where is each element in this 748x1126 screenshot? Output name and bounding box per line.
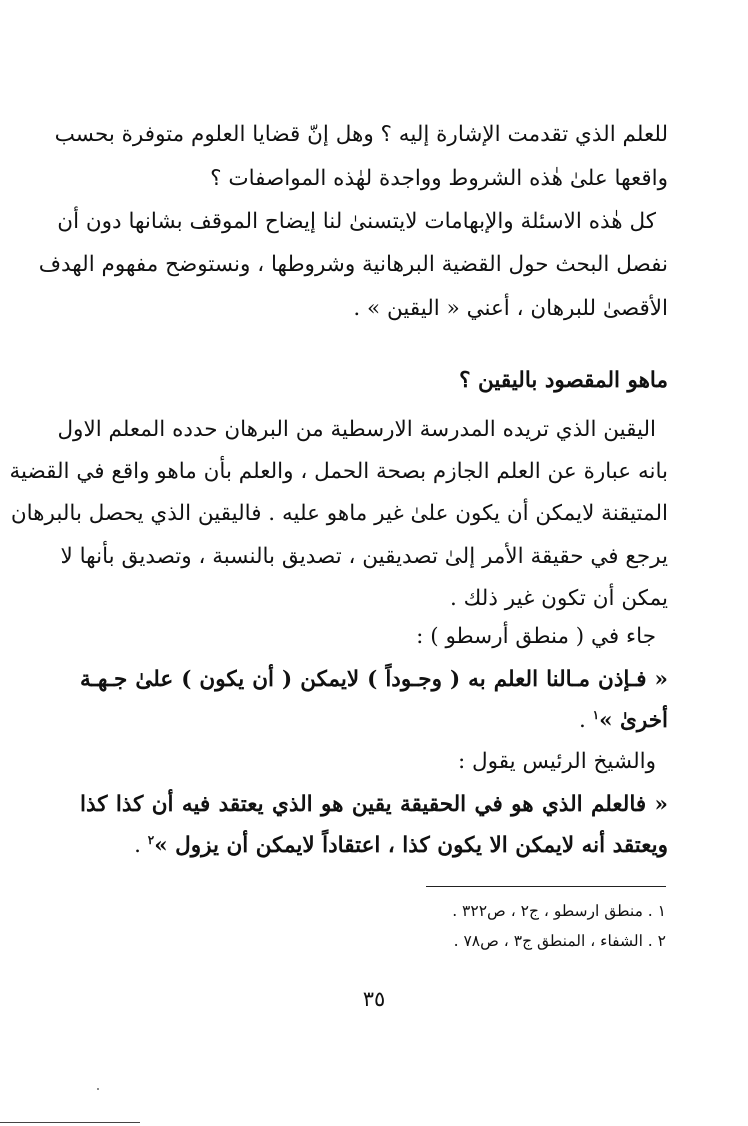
paragraph2-line3: الأقصىٰ للبرهان ، أعني « اليقين » .: [353, 296, 668, 321]
quote2-line2: [80, 829, 668, 863]
paragraph3-line3: المتيقنة لايمكن أن يكون علىٰ غير ماهو عليه . فاليقين الذي يحصل بالبرهان: [10, 501, 668, 526]
paragraph3-line1: اليقين الذي تريده المدرسة الارسطية من البرهان حدده المعلم الاول: [57, 417, 656, 442]
section-heading: ماهو المقصود باليقين ؟: [459, 368, 668, 393]
scan-edge-line: [0, 1122, 140, 1123]
quote1-period: .: [578, 708, 593, 733]
quote1-line1: « فـإذن مـالنا العلم به ( وجـوداً ) لايمكن ( أن يكون ) علىٰ جـهـة: [80, 667, 668, 692]
paragraph1-line1: للعلم الذي تقدمت الإشارة إليه ؟ وهل إنّ قضايا العلوم متوفرة بحسب: [54, 122, 668, 147]
quote1-intro: جاء في ( منطق أرسطو ) :: [416, 624, 656, 649]
footnote-ref-2: ٢: [147, 832, 155, 847]
paragraph3-line4: يرجع في حقيقة الأمر إلىٰ تصديقين ، تصديق بالنسبة ، وتصديق بأنها لا: [60, 544, 668, 569]
footnote-divider: [426, 886, 666, 887]
paragraph1-line2: واقعها علىٰ هٰذه الشروط وواجدة لهٰذه المواصفات ؟: [210, 166, 668, 191]
quote1-line2: [80, 704, 668, 738]
paragraph3-line2: بانه عبارة عن العلم الجازم بصحة الحمل ، والعلم بأن ماهو واقع في القضية: [9, 459, 668, 484]
footnote-1: ١ . منطق ارسطو ، ج٢ ، ص٣٢٢ .: [452, 902, 666, 920]
page-number: ٣٥: [362, 987, 386, 1011]
paragraph2-line2: نفصل البحث حول القضية البرهانية وشروطها ، ونستوضح مفهوم الهدف: [38, 252, 668, 277]
footnote-ref-1: ١: [592, 707, 600, 722]
quote2-line1: « فالعلم الذي هو في الحقيقة يقين هو الذي يعتقد فيه أن كذا كذا: [80, 792, 668, 817]
quote2-intro: والشيخ الرئيس يقول :: [457, 749, 656, 774]
paragraph2-line1: كل هٰذه الاسئلة والإبهامات لايتسنىٰ لنا إيضاح الموقف بشانها دون أن: [57, 209, 656, 234]
paragraph3-line5: يمكن أن تكون غير ذلك .: [449, 586, 668, 611]
scan-speck: [97, 1088, 99, 1090]
footnote-2: ٢ . الشفاء ، المنطق ج٣ ، ص٧٨ .: [453, 932, 666, 950]
quote1-text-end: أخرىٰ »: [599, 708, 668, 733]
quote2-period: .: [134, 833, 148, 858]
quote2-text-end: ويعتقد أنه لايمكن الا يكون كذا ، اعتقاداً لايمكن أن يزول »: [154, 833, 668, 858]
